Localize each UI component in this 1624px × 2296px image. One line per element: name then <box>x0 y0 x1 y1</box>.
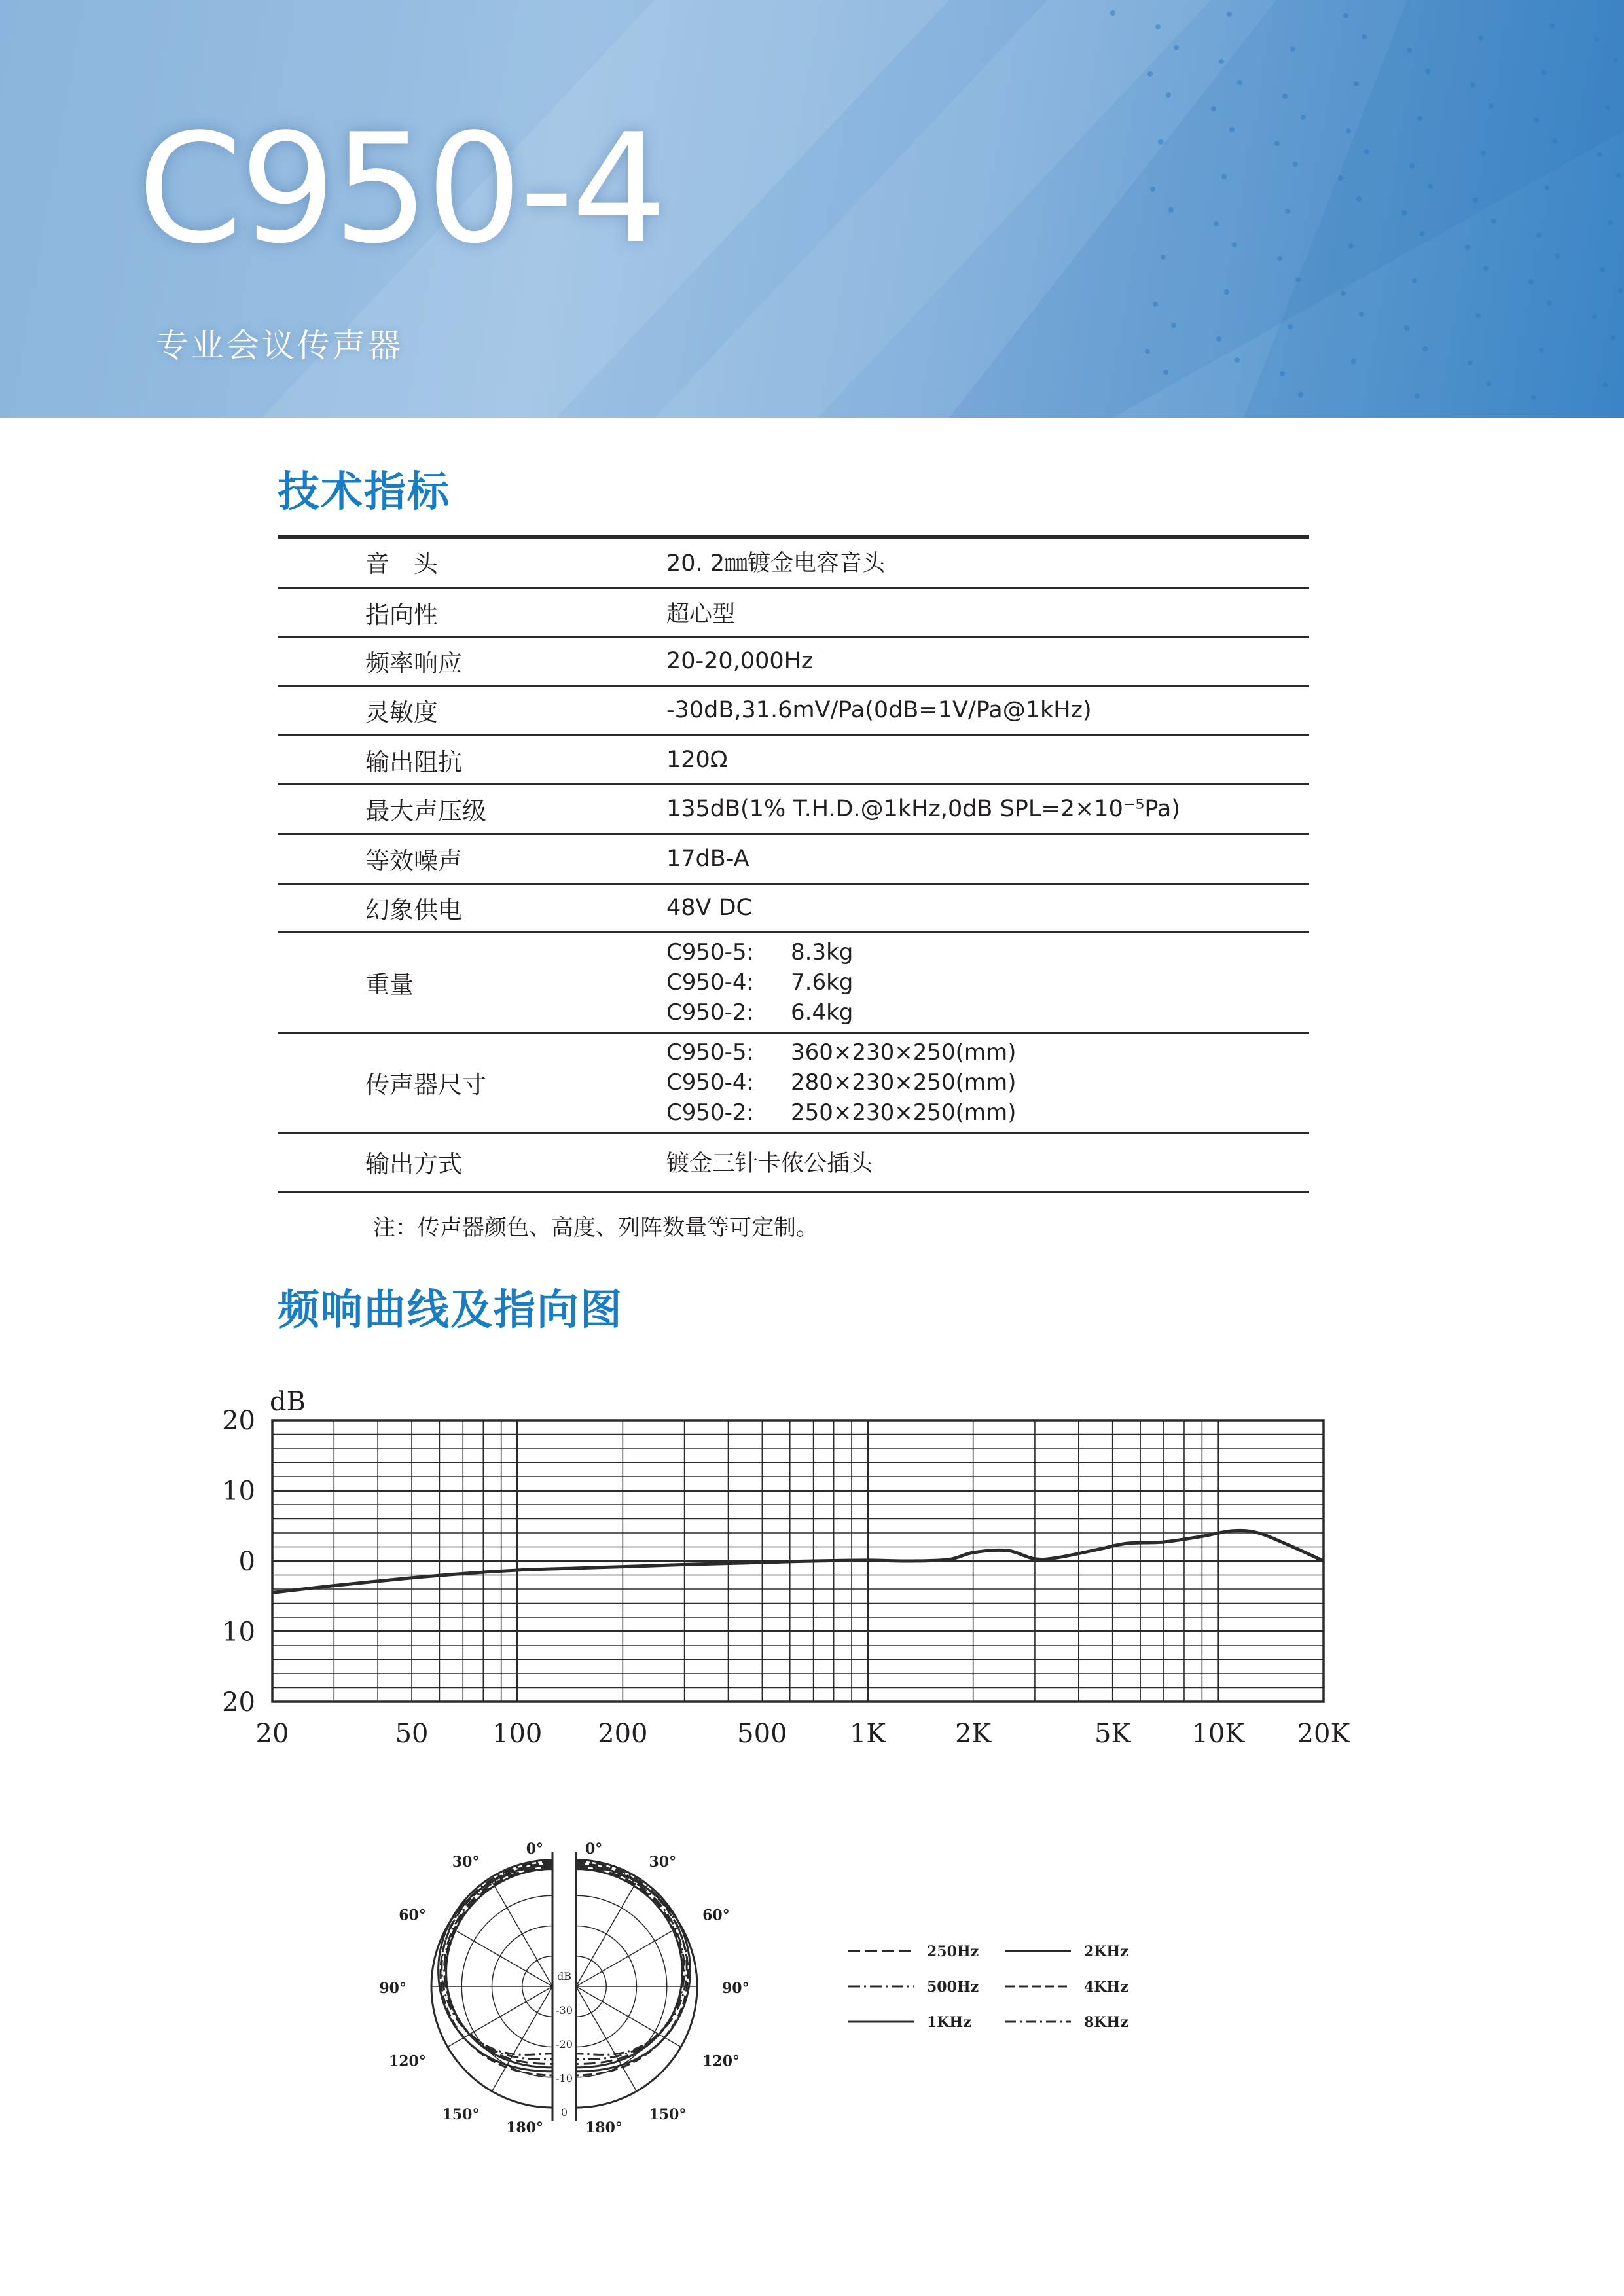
angle-label: 120° <box>388 2053 426 2070</box>
polar-curve <box>446 1869 552 2068</box>
spec-value: 17dB-A <box>666 846 749 872</box>
y-tick-label: 0 <box>238 1547 255 1577</box>
x-tick-label: 200 <box>598 1719 648 1749</box>
polar-spoke <box>448 1926 552 1987</box>
y-tick-label: 10 <box>222 1476 255 1507</box>
legend-label: 250Hz <box>927 1943 979 1960</box>
specs-note: 注：传声器颜色、高度、列阵数量等可定制。 <box>373 1215 818 1241</box>
angle-label: 30° <box>649 1853 677 1871</box>
legend-label: 8KHz <box>1084 2014 1128 2031</box>
angle-label: 150° <box>649 2106 687 2124</box>
spec-value: 48V DC <box>666 895 752 921</box>
y-tick-label: 20 <box>222 1406 255 1436</box>
weight-model: C950-2: <box>666 999 754 1026</box>
spec-label: 幻象供电 <box>365 896 462 924</box>
legend-label: 2KHz <box>1084 1943 1128 1960</box>
size-model: C950-4: <box>666 1069 754 1096</box>
spec-label: 传声器尺寸 <box>365 1071 486 1099</box>
polar-spoke <box>576 1882 637 1986</box>
spec-label: 灵敏度 <box>365 698 438 726</box>
angle-label: 0° <box>585 1840 603 1857</box>
size-value: 250×230×250(mm) <box>791 1100 1017 1126</box>
size-value: 360×230×250(mm) <box>791 1039 1017 1066</box>
y-tick-label: 20 <box>222 1687 255 1717</box>
spec-label: 等效噪声 <box>365 847 462 875</box>
weight-model: C950-4: <box>666 969 754 996</box>
x-tick-label: 2K <box>954 1719 992 1749</box>
spec-label: 最大声压级 <box>365 797 486 825</box>
curves-title: 频响曲线及指向图 <box>278 1286 623 1335</box>
specs-title: 技术指标 <box>278 468 450 516</box>
spec-value: 20-20,000Hz <box>666 648 814 674</box>
polar-curve <box>576 1869 682 2068</box>
weight-model: C950-5: <box>666 939 754 965</box>
spec-value: 超心型 <box>666 601 736 628</box>
angle-label: 0° <box>526 1840 543 1857</box>
angle-label: 60° <box>399 1907 426 1924</box>
radial-label: -10 <box>556 2072 573 2085</box>
angle-label: 120° <box>702 2053 740 2070</box>
spec-label: 音 头 <box>365 550 438 579</box>
spec-value: 135dB(1% T.H.D.@1kHz,0dB SPL=2×10⁻⁵Pa) <box>666 796 1180 822</box>
x-tick-label: 50 <box>395 1719 429 1749</box>
radial-label: -30 <box>556 2004 573 2017</box>
spec-value: -30dB,31.6mV/Pa(0dB=1V/Pa@1kHz) <box>666 697 1092 723</box>
angle-label: 90° <box>379 1980 406 1997</box>
legend-label: 1KHz <box>927 2014 971 2031</box>
angle-label: 90° <box>722 1980 749 1997</box>
spec-label: 重量 <box>365 971 414 999</box>
spec-label: 输出方式 <box>365 1150 462 1178</box>
weight-value: 6.4kg <box>791 999 854 1026</box>
polar-curve <box>444 1865 552 2059</box>
radial-label: -20 <box>556 2038 573 2051</box>
polar-spoke <box>492 1882 553 1986</box>
polar-gap <box>554 1846 575 2127</box>
legend-label: 500Hz <box>927 1979 979 1996</box>
polar-curve <box>576 1863 688 2075</box>
weight-value: 7.6kg <box>791 969 854 996</box>
polar-curve <box>576 1865 684 2059</box>
angle-label: 180° <box>506 2119 543 2134</box>
model-title: C950-4 <box>137 102 664 277</box>
radial-label: 0 <box>560 2106 568 2119</box>
x-tick-label: 10K <box>1191 1719 1245 1749</box>
size-model: C950-2: <box>666 1100 754 1126</box>
spec-value: 120Ω <box>666 746 728 773</box>
spec-label: 输出阻抗 <box>365 747 462 776</box>
x-tick-label: 20 <box>255 1719 289 1749</box>
legend-label: 4KHz <box>1084 1979 1128 1996</box>
polar-pattern-svg <box>0 1767 1624 2134</box>
angle-label: 30° <box>452 1853 480 1871</box>
polar-spoke <box>576 1926 681 1987</box>
spec-value: 镀金三针卡侬公插头 <box>666 1151 873 1177</box>
x-tick-label: 500 <box>737 1719 787 1749</box>
x-tick-label: 5K <box>1094 1719 1131 1749</box>
angle-label: 180° <box>585 2119 623 2134</box>
spec-value: 20. 2㎜镀金电容音头 <box>666 550 886 577</box>
angle-label: 60° <box>702 1907 730 1924</box>
polar-curve <box>441 1863 552 2075</box>
spec-label: 指向性 <box>365 600 438 629</box>
spec-label: 频率响应 <box>365 649 462 677</box>
y-tick-label: 10 <box>222 1617 255 1647</box>
size-model: C950-5: <box>666 1039 754 1066</box>
x-tick-label: 20K <box>1297 1719 1350 1749</box>
model-subtitle: 专业会议传声器 <box>156 327 403 365</box>
x-tick-label: 100 <box>492 1719 543 1749</box>
polar-pattern-chart <box>0 1767 1624 2134</box>
y-axis-label: dB <box>270 1387 306 1417</box>
weight-value: 8.3kg <box>791 939 854 965</box>
radial-label: dB <box>557 1970 571 1982</box>
size-value: 280×230×250(mm) <box>791 1069 1017 1096</box>
angle-label: 150° <box>442 2106 480 2124</box>
x-tick-label: 1K <box>849 1719 886 1749</box>
